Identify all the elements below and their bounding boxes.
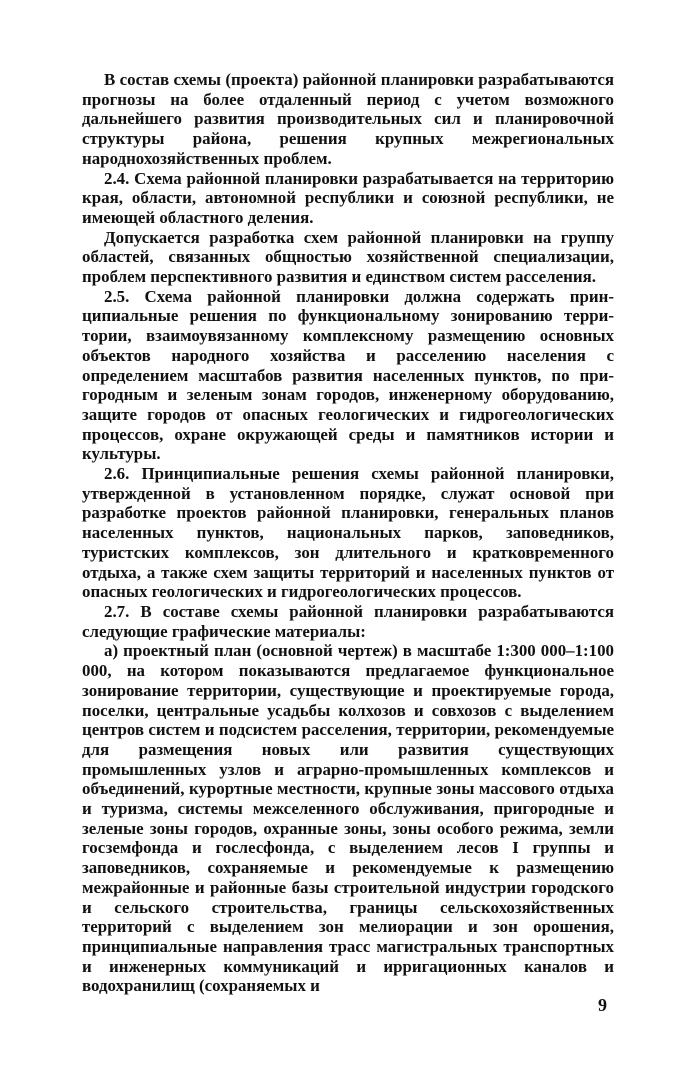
paragraph-2-7: 2.7. В составе схемы районной планировки разрабатываются следующие графические материалы: bbox=[82, 601, 614, 641]
paragraph-intro: В состав схемы (проекта) районной планировки разрабатываются прогнозы на более отдаленный период с учетом возможного дальнейшего развития производительных сил и планировочной структуры района, решения крупных межрегиональных народнохозяйственных проблем. bbox=[82, 70, 614, 168]
paragraph-2-4: 2.4. Схема районной планировки разрабатывается на территорию края, области, автономной республики и союзной республики, не имеющей областного деления. bbox=[82, 168, 614, 227]
paragraph-2-4-continued: Допускается разработка схем районной планировки на группу областей, связанных общностью хозяйственной специализации, проблем перспективного развития и единством систем расселения. bbox=[82, 227, 614, 287]
paragraph-2-6: 2.6. Принципиальные решения схемы районной планировки, утвержденной в установленном порядке, служат основой при разработке проектов районной планировки, генеральных планов населенных пунктов, национальных парков, заповедников, туристских комплексов, зон длительного и кратковременного отдыха, а также схем защиты территорий и населенных пунктов от опасных геологических и гидрогеологических процессов. bbox=[82, 464, 614, 602]
paragraph-2-5: 2.5. Схема районной планировки должна содержать принципиальные решения по функциональному зонированию территории, взаимоувязанному комплексному размещению основных объектов народного хозяйства и расселению населения с определением масштабов развития населенных пунктов, по пригородным и зеленым зонам городов, инженерному оборудованию, защите городов от опасных геологических и гидрогеологических процессов, охране окружающей среды и памятников истории и культуры. bbox=[82, 286, 614, 464]
paragraph-2-7-a: а) проектный план (основной чертеж) в масштабе 1:300 000–1:100 000, на котором показываются предлагаемое функциональное зонирование территории, существующие и проектируемые города, поселки, центральные усадьбы колхозов и совхозов с выделением центров систем и подсистем расселения, территории, рекомендуемые для размещения новых или развития существующих промышленных узлов и аграрно-промышленных комплексов и объединений, курортные местности, крупные зоны массового отдыха и туризма, системы межселенного обслуживания, пригородные и зеленые зоны городов, охранные зоны, зоны особого режима, земли госземфонда и гослесфонда, с выделением лесов I группы и заповедников, сохраняемые и рекомендуемые к размещению межрайонные и районные базы строительной индустрии городского и сельского строительства, границы сельскохозяйственных территорий с выделением зон мелиорации и зон орошения, принципиальные направления трасс магистральных транспортных и инженерных коммуникаций и ирригационных каналов и водохранилищ (сохраняемых и bbox=[82, 641, 614, 996]
page-number: 9 bbox=[598, 995, 607, 1015]
document-body bbox=[82, 70, 614, 996]
